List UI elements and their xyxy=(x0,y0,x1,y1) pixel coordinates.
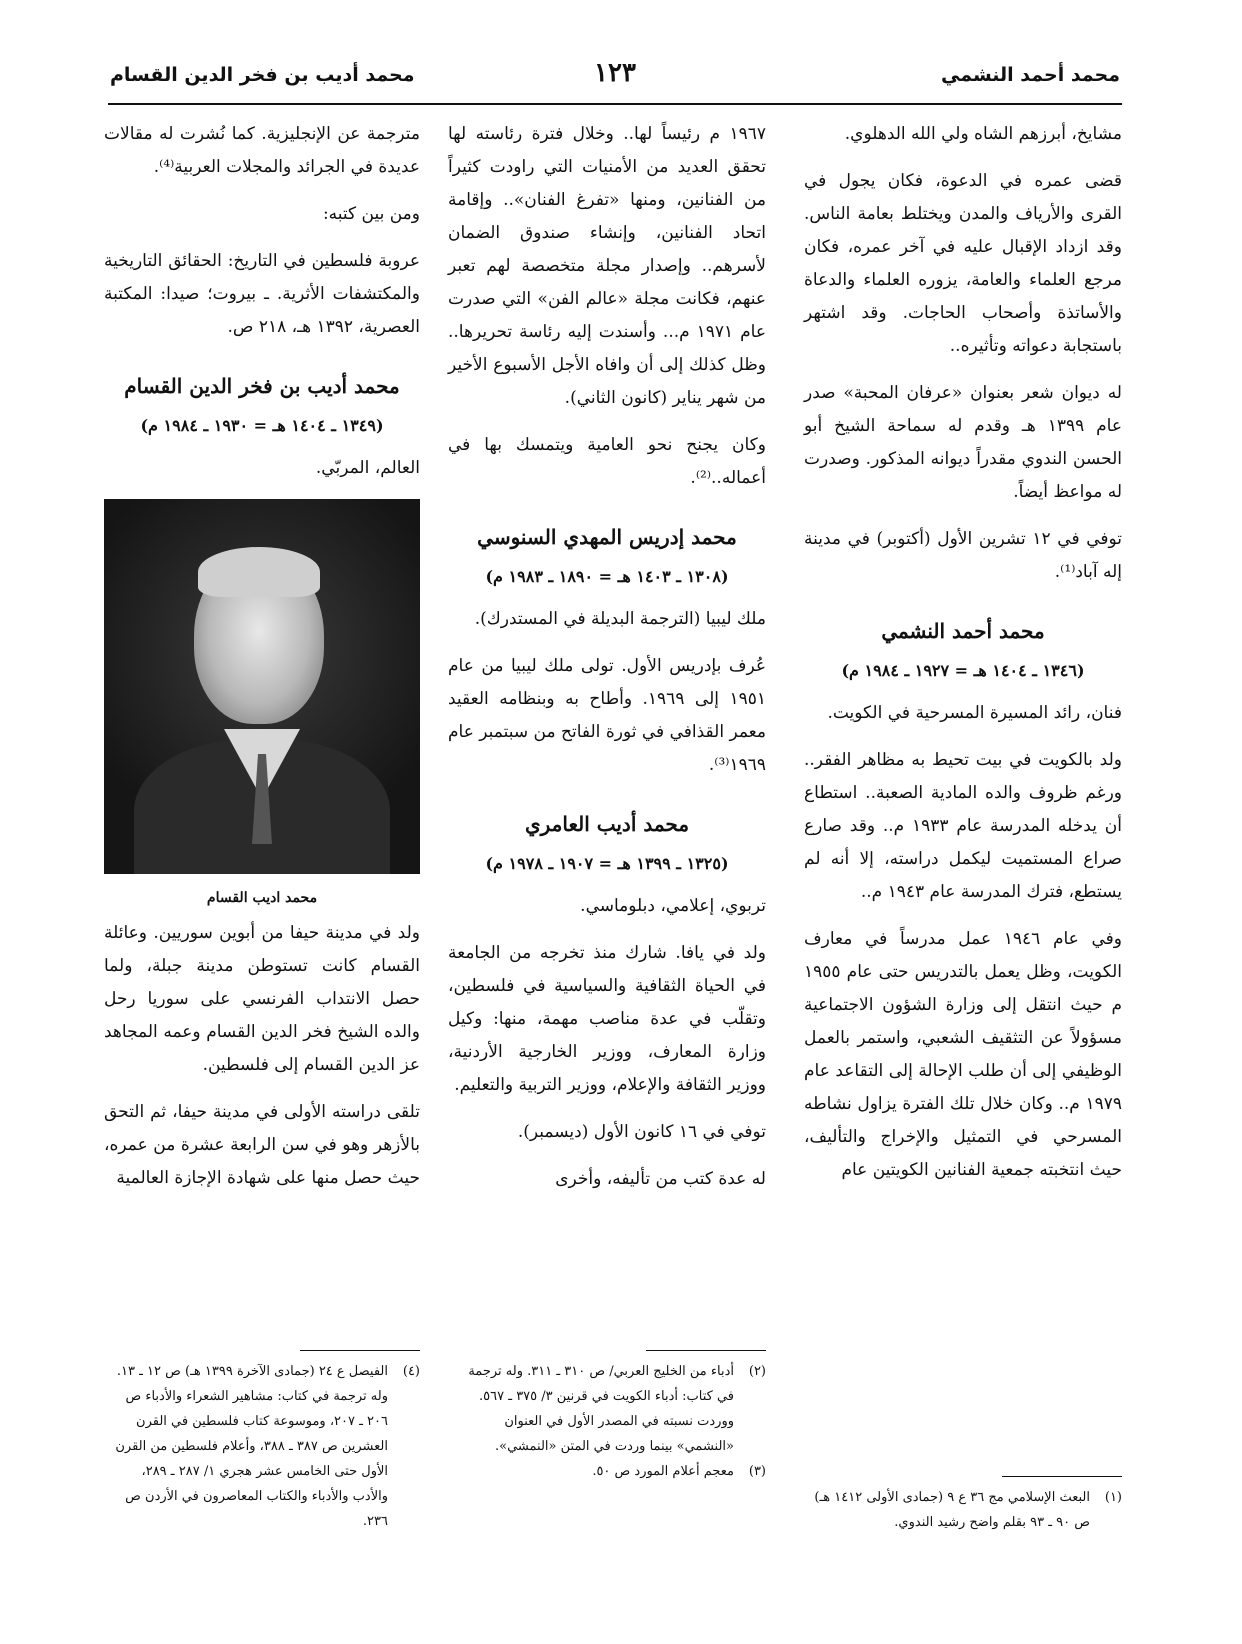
column-middle xyxy=(448,118,766,1210)
footnote xyxy=(104,1359,420,1534)
footnote xyxy=(448,1359,766,1459)
paragraph: ومن بين كتبه: xyxy=(322,204,420,224)
entry-title: محمد أديب بن فخر الدين القسام xyxy=(124,374,400,398)
entry-title: محمد أحمد النشمي xyxy=(881,619,1045,643)
entry-dates: (١٣٠٨ ـ ١٤٠٣ هـ = ١٨٩٠ ـ ١٩٨٣ م) xyxy=(485,567,729,586)
running-head-right: محمد أحمد النشمي xyxy=(940,64,1120,86)
paragraph: عُرف بإدريس الأول. تولى ملك ليبيا من عام ١٩٥١ إلى ١٩٦٩. وأطاح به وبنظامه العقيد معمر القذافي في ثورة الفاتح من سبتمبر عام ١٩٦٩⁽³⁾. xyxy=(448,656,766,775)
paragraph: ولد في يافا. شارك منذ تخرجه من الجامعة في الحياة الثقافية والسياسية في فلسطين، وتقلّب في عدة مناصب مهمة، منها: وكيل وزارة المعارف، ووزير الخارجية الأردنية، ووزير الثقافة والإعلام، ووزير التربية والتعليم. xyxy=(448,943,766,1095)
paragraph: ولد في مدينة حيفا من أبوين سوريين. وعائلة القسام كانت تستوطن مدينة جبلة، ولما حصل الانتداب الفرنسي على سوريا رحل والده الشيخ فخر الدين القسام وعمه المجاهد عز الدين القسام إلى فلسطين. xyxy=(104,923,420,1075)
photo-caption: محمد اديب القسام xyxy=(206,890,318,906)
footnote-text: الفيصل ع ٢٤ (جمادى الآخرة ١٣٩٩ هـ) ص ١٢ ـ ١٣. وله ترجمة في كتاب: مشاهير الشعراء والأدباء ص ٢٠٦ ـ ٢٠٧، وموسوعة كتاب فلسطين في القرن العشرين ص ٣٨٧ ـ ٣٨٨، وأعلام فلسطين من القرن الأول حتى الخامس عشر هجري ١/ ٢٨٧ ـ ٢٨٩، والأدب والأدباء والكتاب المعاصرون في الأردن ص ٢٣٦. xyxy=(115,1364,388,1529)
footnote-number: (٣) xyxy=(748,1464,766,1479)
footnotes-left xyxy=(104,1350,420,1534)
paragraph: ١٩٦٧ م رئيساً لها.. وخلال فترة رئاسته لها تحقق العديد من الأمنيات التي راودت كثيراً من الفنانين، ومنها «تفرغ الفنان».. وإقامة اتحاد الفنانين، وإنشاء صندوق الضمان لأسرهم.. وإصدار مجلة متخصصة لهم تعبر عنهم، فكانت مجلة «عالم الفن» التي صدرت عام ١٩٧١ م... وأسندت إليه رئاسة تحريرها.. وظل كذلك إلى أن وافاه الأجل الأسبوع الأخير من شهر يناير (كانون الثاني). xyxy=(448,124,766,408)
paragraph: توفي في ١٢ تشرين الأول (أكتوبر) في مدينة إله آباد⁽¹⁾. xyxy=(804,529,1123,582)
paragraph: عروبة فلسطين في التاريخ: الحقائق التاريخية والمكتشفات الأثرية. ـ بيروت؛ صيدا: المكتبة العصرية، ١٣٩٢ هـ، ٢١٨ ص. xyxy=(104,251,420,337)
entry-dates: (١٣٢٥ ـ ١٣٩٩ هـ = ١٩٠٧ ـ ١٩٧٨ م) xyxy=(485,854,729,873)
photo-hair xyxy=(198,547,320,597)
entry-dates: (١٣٤٩ ـ ١٤٠٤ هـ = ١٩٣٠ ـ ١٩٨٤ م) xyxy=(140,416,384,435)
footnotes-right xyxy=(804,1476,1122,1535)
footnote-rule xyxy=(300,1350,420,1351)
paragraph: تربوي، إعلامي، دبلوماسي. xyxy=(580,896,766,916)
column-left xyxy=(104,118,420,1209)
paragraph: وفي عام ١٩٤٦ عمل مدرساً في معارف الكويت، وظل يعمل بالتدريس حتى عام ١٩٥٥ م حيث انتقل إلى وزارة الشؤون الاجتماعية مسؤولاً عن التثقيف الشعبي، واستمر بالعمل الوظيفي إلى أن طلب الإحالة إلى التقاعد عام ١٩٧٩ م.. وكان خلال تلك الفترة يزاول نشاطه المسرحي في التمثيل والإخراج والتأليف، حيث انتخبته جمعية الفنانين الكويتين عام xyxy=(804,929,1122,1180)
paragraph: له ديوان شعر بعنوان «عرفان المحبة» صدر عام ١٣٩٩ هـ وقدم له سماحة الشيخ أبو الحسن الندوي مقدراً ديوانه المذكور. وصدرت له مواعظ أيضاً. xyxy=(804,383,1122,502)
paragraph: ولد بالكويت في بيت تحيط به مظاهر الفقر.. ورغم ظروف والده المادية الصعبة.. استطاع أن يدخله المدرسة عام ١٩٣٣ م.. وقد صارع صراع المستميت ليكمل دراسته، إلا أنه لم يستطع، فترك المدرسة عام ١٩٤٣ م.. xyxy=(804,750,1122,902)
footnote-text: معجم أعلام المورد ص ٥٠. xyxy=(592,1464,734,1479)
column-right xyxy=(804,118,1122,1201)
footnote-number: (١) xyxy=(1104,1490,1122,1505)
paragraph: مترجمة عن الإنجليزية. كما نُشرت له مقالات عديدة في الجرائد والمجلات العربية⁽⁴⁾. xyxy=(104,124,420,177)
paragraph: له عدة كتب من تأليفه، وأخرى xyxy=(555,1169,766,1189)
paragraph: وكان يجنح نحو العامية ويتمسك بها في أعماله..⁽²⁾. xyxy=(448,435,766,488)
footnote xyxy=(804,1485,1122,1535)
paragraph: مشايخ، أبرزهم الشاه ولي الله الدهلوي. xyxy=(844,124,1122,144)
portrait-photo xyxy=(104,499,420,874)
page-header xyxy=(110,56,1120,104)
footnote-number: (٤) xyxy=(402,1364,420,1379)
entry-dates: (١٣٤٦ ـ ١٤٠٤ هـ = ١٩٢٧ ـ ١٩٨٤ م) xyxy=(841,661,1085,680)
footnote xyxy=(448,1459,766,1484)
paragraph: ملك ليبيا (الترجمة البديلة في المستدرك). xyxy=(474,609,766,629)
entry-title: محمد إدريس المهدي السنوسي xyxy=(477,525,737,549)
running-head-left: محمد أديب بن فخر الدين القسام xyxy=(110,64,415,86)
paragraph: قضى عمره في الدعوة، فكان يجول في القرى والأرياف والمدن ويختلط بعامة الناس. وقد ازداد الإقبال عليه في آخر عمره، فكان مرجع العلماء والعامة، يزوره العلماء والدعاة والأساتذة وأصحاب الحاجات. وقد اشتهر باستجابة دعواته وتأثيره.. xyxy=(804,171,1122,356)
footnote-rule xyxy=(1002,1476,1122,1477)
footnotes-middle xyxy=(448,1350,766,1484)
page-number: ١٢٣ xyxy=(594,58,636,88)
header-rule xyxy=(108,103,1122,105)
paragraph: توفي في ١٦ كانون الأول (ديسمبر). xyxy=(517,1122,766,1142)
paragraph: فنان، رائد المسيرة المسرحية في الكويت. xyxy=(827,703,1122,723)
footnote-text: البعث الإسلامي مج ٣٦ ع ٩ (جمادى الأولى ١٤١٢ هـ) ص ٩٠ ـ ٩٣ بقلم واضح رشيد الندوي. xyxy=(814,1490,1090,1530)
footnote-number: (٢) xyxy=(748,1364,766,1379)
paragraph: تلقى دراسته الأولى في مدينة حيفا، ثم التحق بالأزهر وهو في سن الرابعة عشرة من عمره، حيث حصل منها على شهادة الإجازة العالمية xyxy=(104,1102,420,1188)
paragraph: العالم، المربّي. xyxy=(315,458,420,478)
footnote-text: أدباء من الخليج العربي/ ص ٣١٠ ـ ٣١١. وله ترجمة في كتاب: أدباء الكويت في قرنين ٣/ ٣٧٥ ـ ٥٦٧. ووردت نسبته في المصدر الأول في العنوان «النشمي» بينما وردت في المتن «النمشي». xyxy=(468,1364,734,1454)
entry-title: محمد أديب العامري xyxy=(524,812,690,836)
footnote-rule xyxy=(646,1350,766,1351)
